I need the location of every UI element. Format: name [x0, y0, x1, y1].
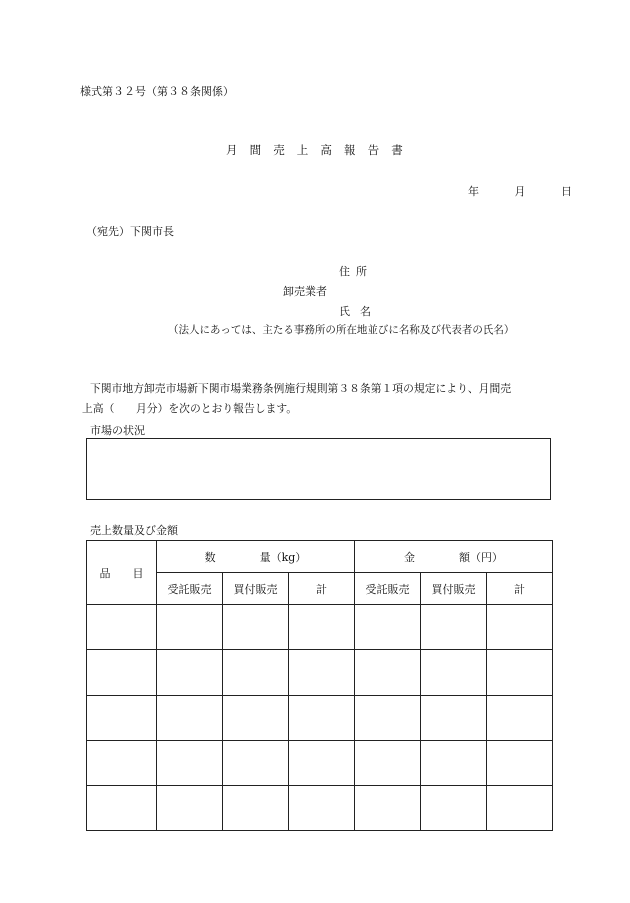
addressee: （宛先）下関市長: [86, 225, 174, 238]
cell-amt-consign[interactable]: [355, 740, 421, 785]
cell-amt-purchase[interactable]: [421, 605, 487, 650]
header-amount-consign: 受託販売: [355, 573, 421, 605]
header-item: 品 目: [87, 541, 157, 605]
header-quantity-total: 計: [289, 573, 355, 605]
cell-amt-total[interactable]: [487, 785, 553, 830]
market-status-field[interactable]: [86, 438, 551, 500]
body-text-line1: 下関市地方卸売市場新下関市場業務条例施行規則第３８条第１項の規定により、月間売: [90, 382, 512, 395]
sales-section-label: 売上数量及び金額: [90, 524, 178, 537]
cell-amt-purchase[interactable]: [421, 650, 487, 695]
cell-qty-total[interactable]: [289, 650, 355, 695]
header-quantity: 数 量（kg）: [157, 541, 355, 573]
cell-amt-total[interactable]: [487, 605, 553, 650]
cell-item[interactable]: [87, 695, 157, 740]
cell-amt-consign[interactable]: [355, 605, 421, 650]
cell-qty-total[interactable]: [289, 605, 355, 650]
cell-qty-purchase[interactable]: [223, 785, 289, 830]
cell-amt-purchase[interactable]: [421, 785, 487, 830]
form-number: 様式第３２号（第３８条関係）: [80, 85, 234, 98]
table-row: [87, 695, 553, 740]
cell-amt-total[interactable]: [487, 740, 553, 785]
body-text-line2: 上高（ 月分）を次のとおり報告します。: [82, 402, 298, 415]
address-label: 住所: [339, 265, 373, 278]
corporation-note: （法人にあっては、主たる事務所の所在地並びに名称及び代表者の氏名）: [168, 324, 515, 336]
date-line: [468, 183, 572, 199]
cell-qty-total[interactable]: [289, 740, 355, 785]
table-row: [87, 740, 553, 785]
table-row: [87, 785, 553, 830]
market-status-label: 市場の状況: [90, 424, 145, 437]
date-year: 年: [468, 185, 479, 198]
cell-amt-consign[interactable]: [355, 695, 421, 740]
cell-qty-purchase[interactable]: [223, 650, 289, 695]
sales-table: [86, 540, 553, 831]
cell-qty-purchase[interactable]: [223, 695, 289, 740]
cell-qty-consign[interactable]: [157, 785, 223, 830]
cell-item[interactable]: [87, 650, 157, 695]
table-row: [87, 650, 553, 695]
wholesaler-label: 卸売業者: [283, 285, 327, 298]
cell-qty-consign[interactable]: [157, 695, 223, 740]
table-row: [87, 605, 553, 650]
header-quantity-purchase: 買付販売: [223, 573, 289, 605]
cell-amt-purchase[interactable]: [421, 695, 487, 740]
cell-item[interactable]: [87, 785, 157, 830]
cell-qty-consign[interactable]: [157, 740, 223, 785]
cell-amt-total[interactable]: [487, 695, 553, 740]
cell-item[interactable]: [87, 605, 157, 650]
date-month: 月: [514, 185, 526, 198]
cell-amt-total[interactable]: [487, 650, 553, 695]
cell-qty-total[interactable]: [289, 785, 355, 830]
header-amount-purchase: 買付販売: [421, 573, 487, 605]
page-title: 月 間 売 上 高 報 告 書: [226, 143, 403, 157]
header-amount-total: 計: [487, 573, 553, 605]
cell-qty-consign[interactable]: [157, 650, 223, 695]
cell-qty-purchase[interactable]: [223, 605, 289, 650]
header-amount: 金 額（円）: [355, 541, 553, 573]
name-label: 氏名: [339, 305, 381, 318]
date-day: 日: [561, 185, 572, 198]
cell-amt-purchase[interactable]: [421, 740, 487, 785]
cell-amt-consign[interactable]: [355, 650, 421, 695]
header-quantity-consign: 受託販売: [157, 573, 223, 605]
cell-qty-purchase[interactable]: [223, 740, 289, 785]
cell-qty-consign[interactable]: [157, 605, 223, 650]
cell-item[interactable]: [87, 740, 157, 785]
cell-amt-consign[interactable]: [355, 785, 421, 830]
cell-qty-total[interactable]: [289, 695, 355, 740]
